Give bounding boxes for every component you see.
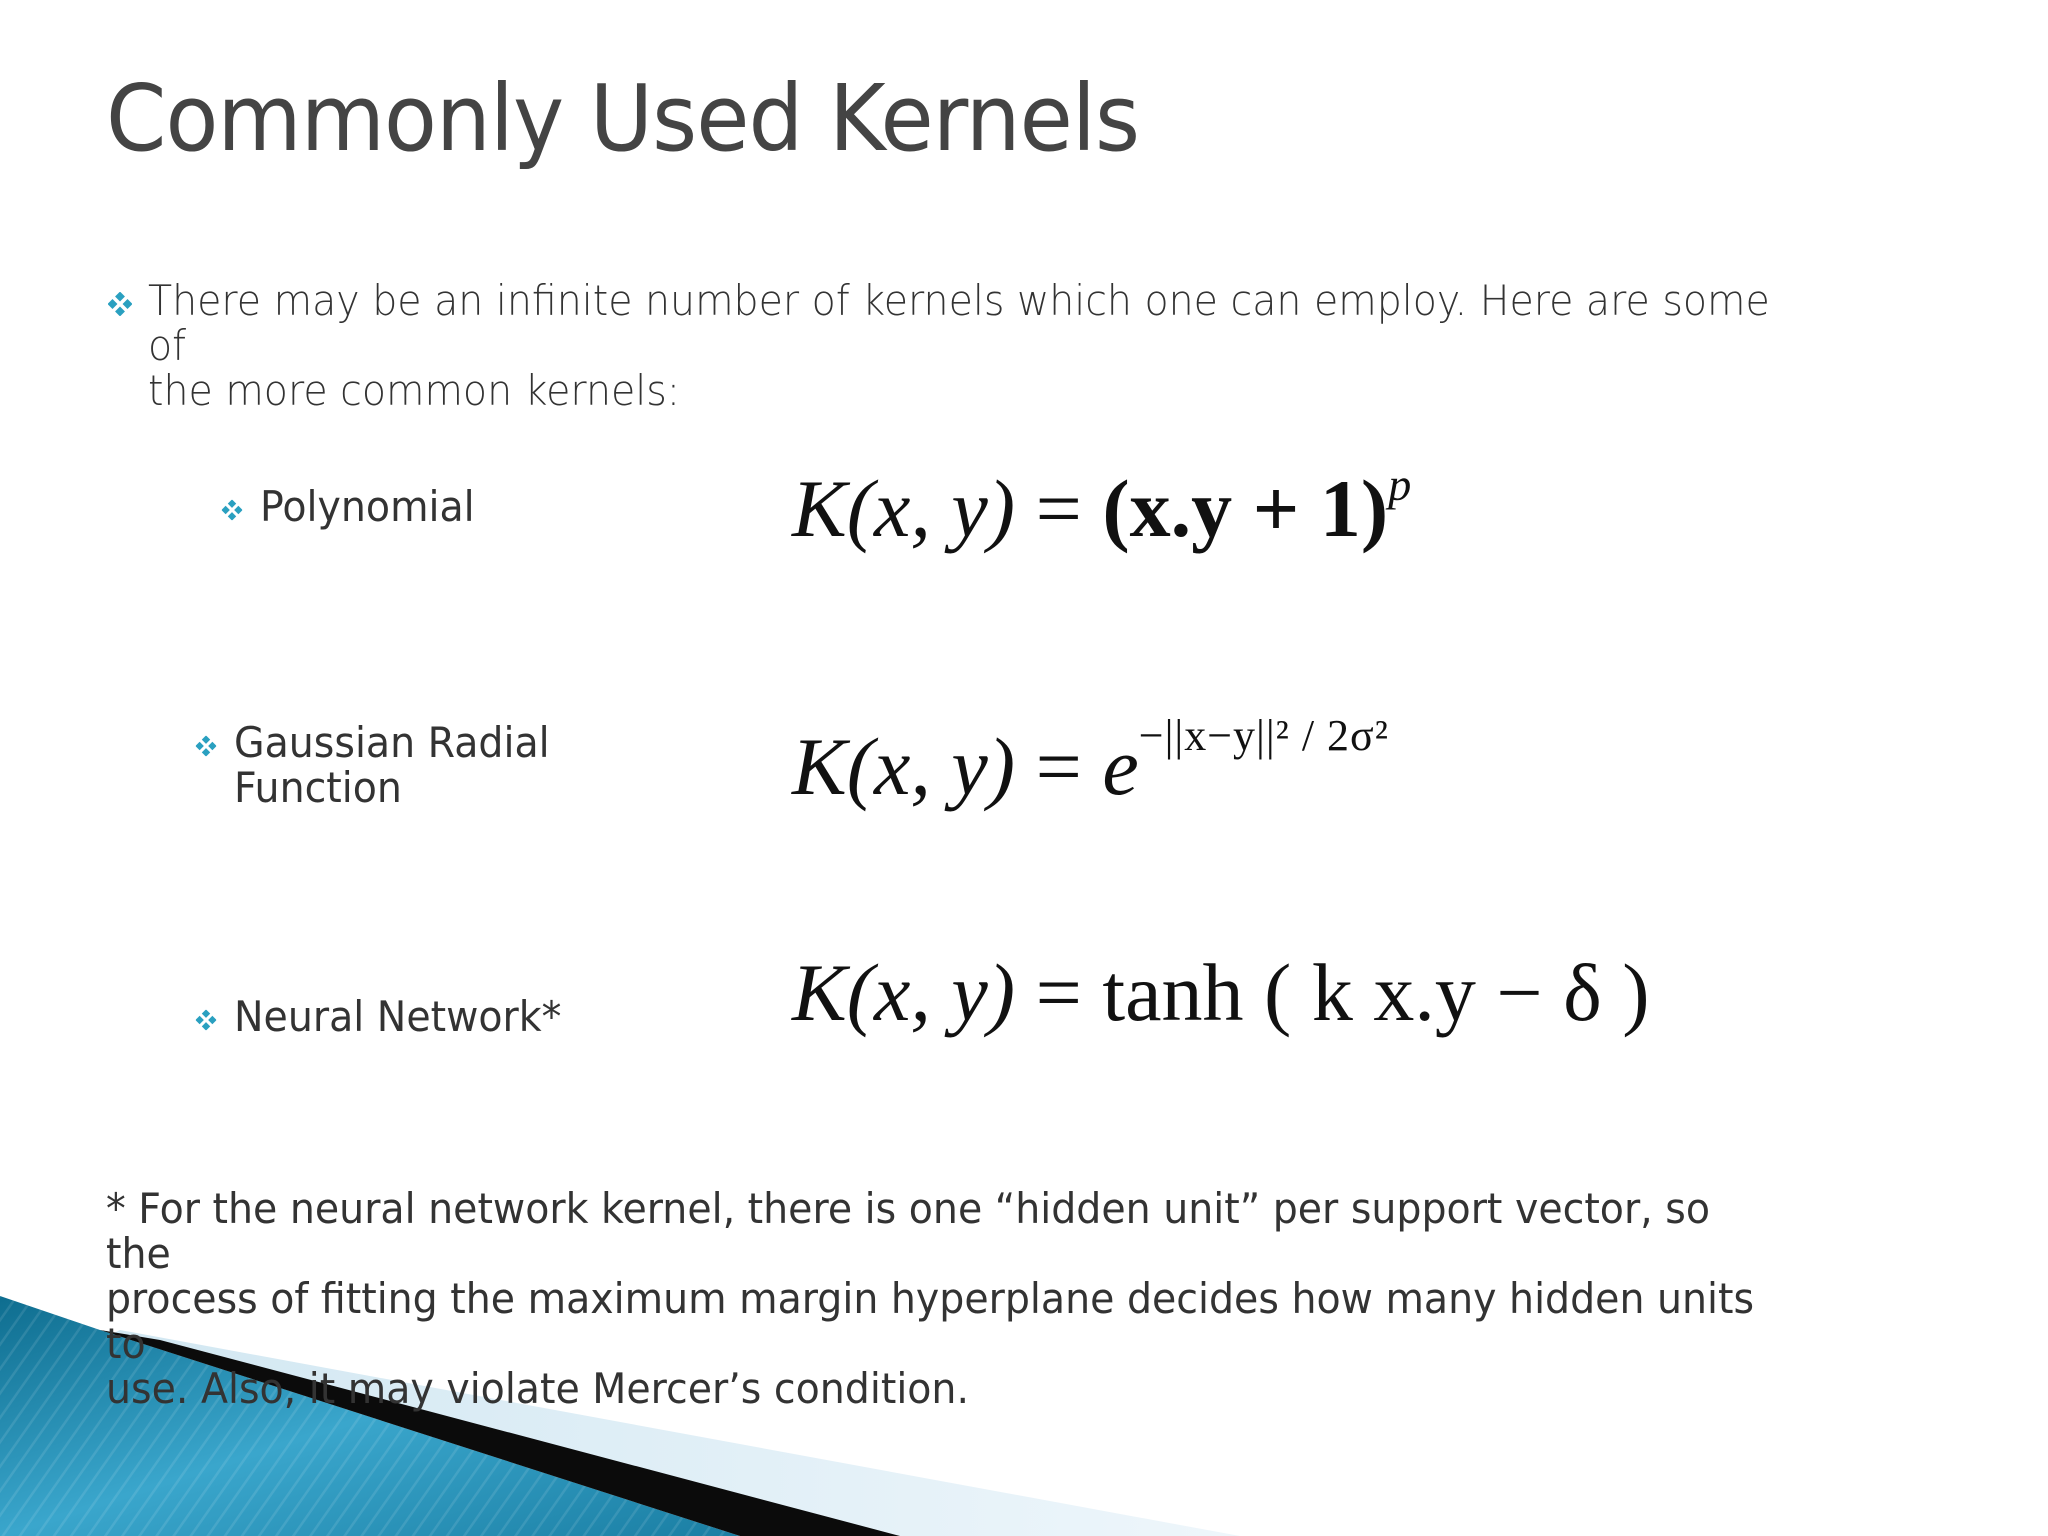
formula-neural-eq: = bbox=[1035, 947, 1082, 1038]
formula-polynomial bbox=[792, 459, 1412, 554]
formula-polynomial-lhs: K(x, y) bbox=[792, 463, 1016, 554]
kernel-label-neural: Neural Network* bbox=[234, 992, 562, 1041]
formula-gaussian-lhs: K(x, y) bbox=[792, 721, 1016, 812]
formula-neural bbox=[792, 947, 1650, 1038]
diamond-bullet-icon bbox=[196, 736, 216, 756]
intro-text bbox=[148, 278, 1802, 413]
formula-polynomial-rhs: (x.y + 1) bbox=[1102, 463, 1389, 554]
formula-polynomial-exponent: p bbox=[1388, 459, 1412, 510]
kernel-label-gaussian-line-1: Gaussian Radial bbox=[234, 718, 550, 767]
formula-gaussian-base: e bbox=[1102, 721, 1139, 812]
footnote-line-3: use. Also, it may violate Mercer’s condition. bbox=[106, 1364, 970, 1413]
formula-neural-rhs: tanh ( k x.y − δ ) bbox=[1102, 947, 1650, 1038]
kernel-label-gaussian bbox=[234, 720, 550, 810]
kernel-label-gaussian-line-2: Function bbox=[234, 763, 402, 812]
footnote bbox=[106, 1186, 1779, 1411]
kernel-label-polynomial: Polynomial bbox=[260, 482, 475, 531]
intro-line-1: There may be an infinite number of kernels which one can employ. Here are some of bbox=[148, 276, 1770, 370]
diamond-bullet-icon bbox=[222, 500, 242, 520]
diamond-bullet-icon bbox=[108, 292, 132, 316]
formula-neural-lhs: K(x, y) bbox=[792, 947, 1016, 1038]
formula-polynomial-eq: = bbox=[1035, 463, 1082, 554]
intro-line-2: the more common kernels: bbox=[148, 366, 681, 415]
formula-gaussian bbox=[792, 711, 1389, 812]
formula-gaussian-eq: = bbox=[1035, 721, 1082, 812]
diamond-bullet-icon bbox=[196, 1010, 216, 1030]
page-title: Commonly Used Kernels bbox=[106, 65, 1140, 172]
formula-gaussian-exponent: −||x−y||² / 2σ² bbox=[1138, 711, 1389, 760]
footnote-line-1: * For the neural network kernel, there is one “hidden unit” per support vector, so the bbox=[106, 1184, 1711, 1278]
footnote-line-2: process of fitting the maximum margin hyperplane decides how many hidden units to bbox=[106, 1274, 1755, 1368]
